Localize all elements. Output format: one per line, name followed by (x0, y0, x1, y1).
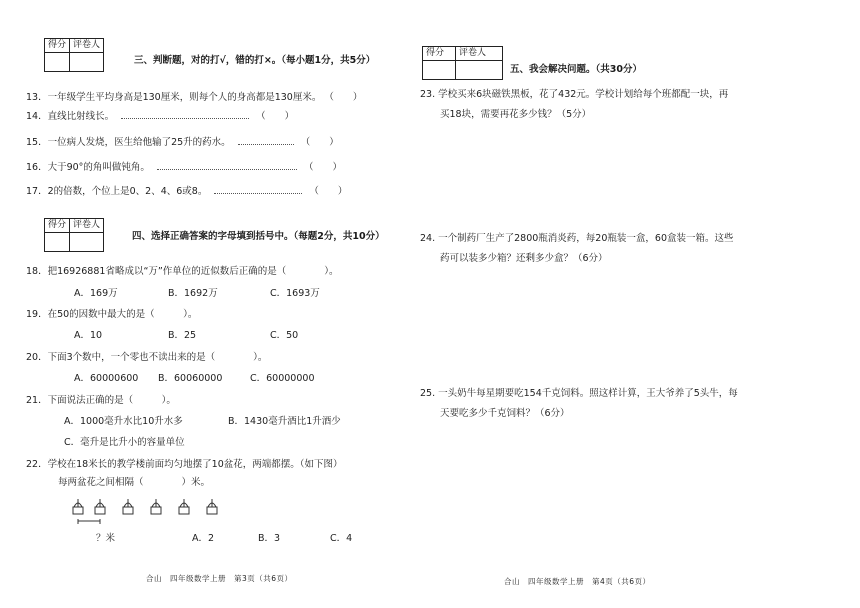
question-text: 15．一位病人发烧，医生给他输了25升的药水。 (26, 137, 231, 148)
problem-24: 24. 一个制药厂生产了2800瓶消炎药，每20瓶装一盒，60盒装一箱。这些 (420, 233, 734, 244)
question-text: 14．直线比射线长。 (26, 111, 115, 122)
flowerpot-icon (73, 499, 83, 514)
answer-paren[interactable]: （ ） (309, 186, 348, 197)
question-text: 17．2的倍数，个位上是0、2、4、6或8。 (26, 186, 208, 197)
option-21-c[interactable]: C．毫升是比升小的容量单位 (64, 437, 185, 448)
answer-paren[interactable]: （ ） (304, 162, 343, 173)
option-19-b[interactable]: B．25 (168, 330, 197, 341)
question-22-line2: 每两盆花之间相隔（ ）米。 (58, 477, 211, 488)
answer-paren[interactable]: （ ） (256, 111, 295, 122)
right-page (420, 0, 860, 608)
score-cell[interactable] (45, 53, 70, 72)
grader-cell[interactable] (70, 233, 104, 252)
question-22: 22．学校在18米长的教学楼前面均匀地摆了10盆花，两端都摆。（如下图） (26, 459, 343, 470)
option-21-b[interactable]: B．1430毫升酒比1升酒少 (228, 416, 341, 427)
section3-title: 三、判断题，对的打√，错的打×。（每小题1分，共5分） (134, 55, 376, 66)
problem-25: 25. 一头奶牛每星期要吃154千克饲料。照这样计算，王大爷养了5头牛，每 (420, 388, 738, 399)
page-footer: 合山 四年级数学上册 第3页（共6页） (146, 574, 293, 583)
flowerpot-icon (151, 499, 161, 514)
left-page (0, 0, 420, 608)
section5-title: 五、我会解决问题。（共30分） (510, 64, 642, 75)
grader-label: 评卷人 (70, 39, 104, 53)
answer-paren[interactable]: （ ） (300, 137, 339, 148)
option-21-a[interactable]: A．1000毫升水比10升水多 (64, 416, 183, 427)
option-18-c[interactable]: C．1693万 (270, 288, 320, 299)
question-text: 16．大于90°的角叫做钝角。 (26, 162, 150, 173)
flowerpot-icon (95, 499, 105, 514)
option-20-b[interactable]: B．60060000 (158, 373, 223, 384)
option-19-a[interactable]: A．10 (74, 330, 103, 341)
score-cell[interactable] (423, 61, 456, 80)
question-13 (26, 89, 362, 103)
page-footer: 合山 四年级数学上册 第4页（共6页） (504, 577, 651, 586)
option-18-a[interactable]: A．169万 (74, 288, 118, 299)
score-table (422, 46, 503, 80)
problem-23: 23. 学校买来6块磁铁黑板，花了432元。学校计划给每个班都配一块，再 (420, 89, 729, 100)
question-18: 18．把16926881省略成以“万”作单位的近似数后正确的是（ ）。 (26, 266, 339, 277)
option-22-c[interactable]: C．4 (330, 533, 353, 544)
option-22-b[interactable]: B．3 (258, 533, 281, 544)
grader-label: 评卷人 (70, 219, 104, 233)
score-label: 得分 (423, 47, 456, 61)
problem-24-line2: 药可以装多少箱？还剩多少盒？（6分） (440, 253, 608, 264)
option-18-b[interactable]: B．1692万 (168, 288, 218, 299)
grader-cell[interactable] (70, 53, 104, 72)
score-table-2 (44, 218, 104, 252)
dot-leader (157, 169, 297, 170)
question-14 (26, 108, 294, 122)
option-20-c[interactable]: C．60000000 (250, 373, 315, 384)
problem-25-line2: 天要吃多少千克饲料？（6分） (440, 408, 570, 419)
flowerpot-icon (179, 499, 189, 514)
option-22-a[interactable]: A．2 (192, 533, 215, 544)
score-label: 得分 (45, 219, 70, 233)
problem-23-line2: 买18块，需要再花多少钱？（5分） (440, 109, 592, 120)
question-text: 13．一年级学生平均身高是130厘米，则每个人的身高都是130厘米。 (26, 92, 322, 103)
grader-label: 评卷人 (456, 47, 503, 61)
gap-marker (78, 519, 100, 524)
score-table (44, 38, 104, 72)
question-20: 20．下面3个数中，一个零也不读出来的是（ ）。 (26, 352, 268, 363)
question-17 (26, 183, 347, 197)
grader-cell[interactable] (456, 61, 503, 80)
dot-leader (238, 144, 294, 145)
option-20-a[interactable]: A．60000600 (74, 373, 139, 384)
question-21: 21．下面说法正确的是（ ）。 (26, 395, 176, 406)
question-15 (26, 134, 339, 148)
flowerpot-icon (123, 499, 133, 514)
score-cell[interactable] (45, 233, 70, 252)
flowerpot-icon (207, 499, 217, 514)
dot-leader (214, 193, 302, 194)
figure-label: ？米 (96, 533, 116, 544)
flowerpot-row-figure (70, 493, 240, 533)
option-19-c[interactable]: C．50 (270, 330, 299, 341)
dot-leader (121, 118, 249, 119)
answer-paren[interactable]: （ ） (324, 92, 363, 103)
question-16 (26, 159, 342, 173)
score-label: 得分 (45, 39, 70, 53)
question-19: 19．在50的因数中最大的是（ ）。 (26, 309, 198, 320)
section4-title: 四、选择正确答案的字母填到括号中。（每题2分，共10分） (132, 231, 385, 242)
